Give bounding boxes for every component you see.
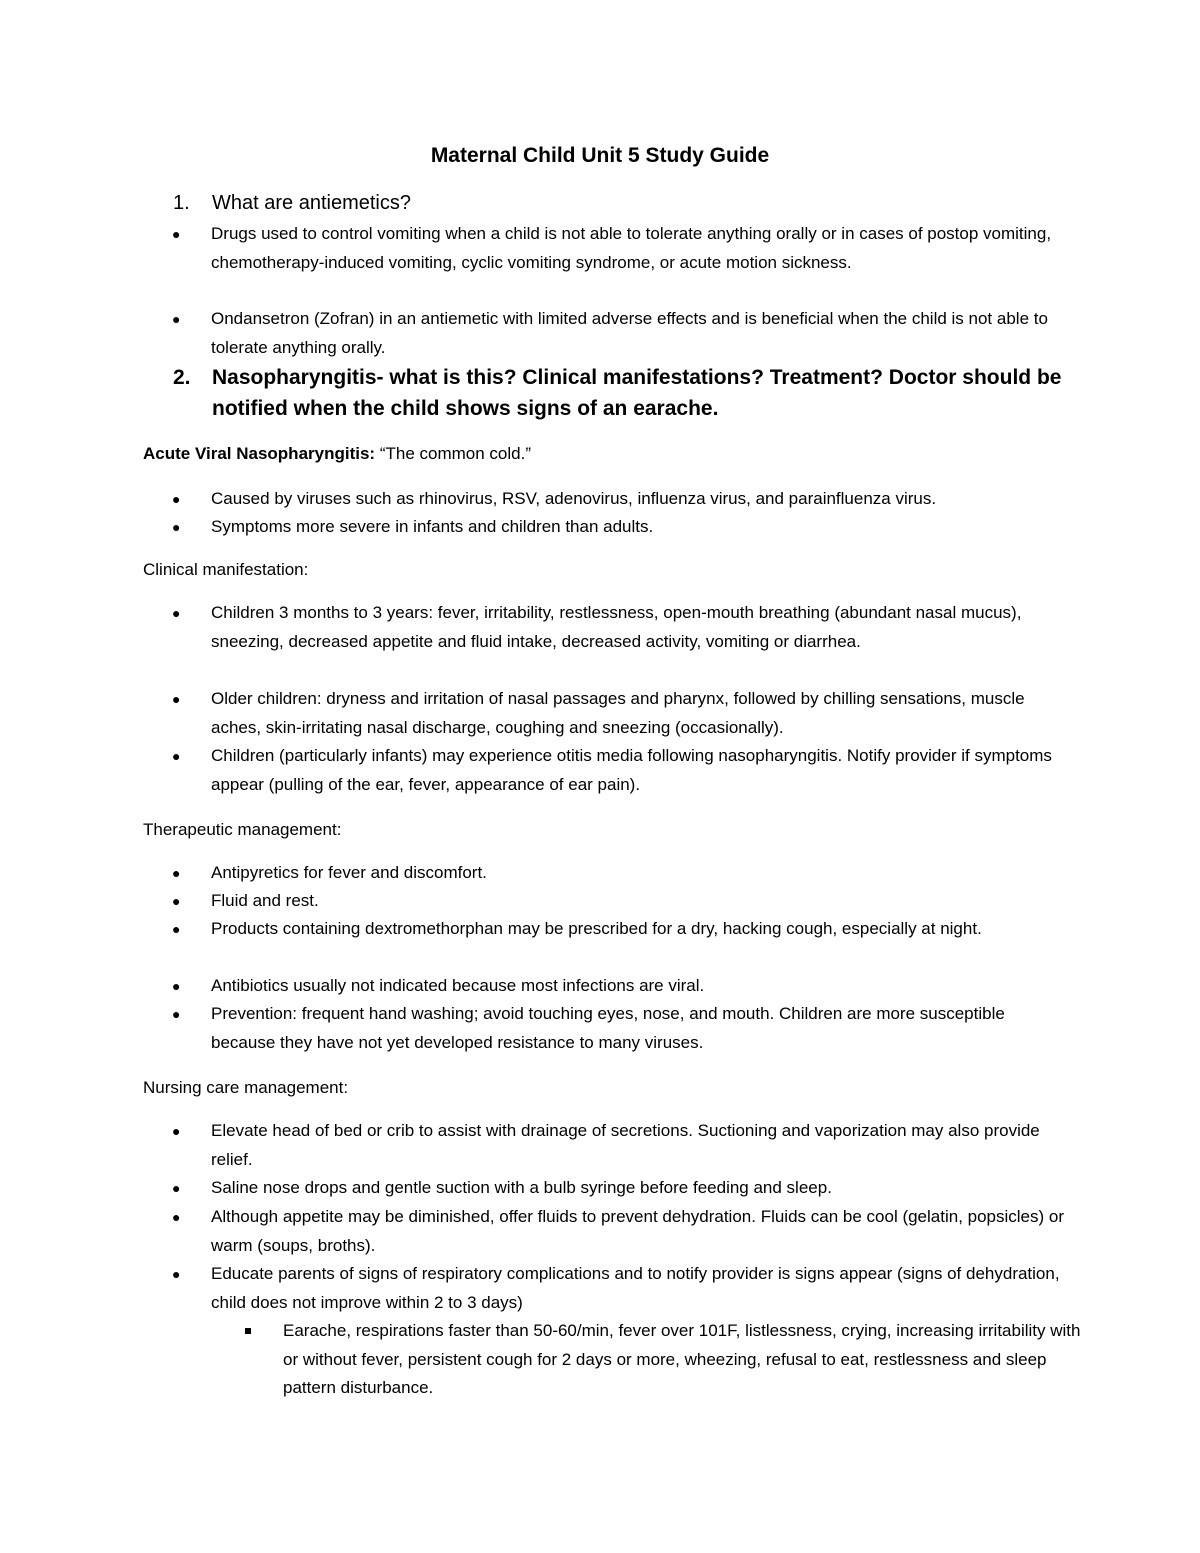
- question-1-text: What are antiemetics?: [212, 192, 411, 214]
- bullet-icon: ●: [172, 691, 181, 707]
- list-item-text: Elevate head of bed or crib to assist with drainage of secretions. Suctioning and vaporization may also provide relief.: [211, 1121, 1040, 1169]
- bullet-icon: ●: [172, 748, 181, 764]
- list-item-text: Prevention: frequent hand washing; avoid touching eyes, nose, and mouth. Children are more susceptible because they have not yet developed resistance to many viruses.: [211, 1004, 1005, 1052]
- document-title: Maternal Child Unit 5 Study Guide: [430, 144, 770, 167]
- list-item-text: Educate parents of signs of respiratory complications and to notify provider is signs appear (signs of dehydration, child does not improve within 2 to 3 days): [211, 1264, 1060, 1312]
- bullet-icon: ●: [172, 865, 181, 881]
- square-bullet-icon: [245, 1328, 251, 1334]
- definition-term: Acute Viral Nasopharyngitis: [143, 444, 370, 463]
- list-item-text: Symptoms more severe in infants and children than adults.: [211, 517, 654, 536]
- bullet-icon: ●: [172, 893, 181, 909]
- list-item-text: Caused by viruses such as rhinovirus, RSV, adenovirus, influenza virus, and parainfluenza virus.: [211, 489, 937, 508]
- definition-colon: :: [369, 444, 376, 463]
- question-2-number: 2.: [173, 366, 191, 389]
- list-item-text: Ondansetron (Zofran) in an antiemetic with limited adverse effects and is beneficial when the child is not able to tolerate anything orally.: [211, 309, 1048, 357]
- bullet-icon: ●: [172, 311, 181, 327]
- list-item-text: Drugs used to control vomiting when a child is not able to tolerate anything orally or in cases of postop vomiting, chemotherapy-induced vomiting, cyclic vomiting syndrome, or acute motion sickness.: [211, 224, 1052, 272]
- list-item-text: Although appetite may be diminished, offer fluids to prevent dehydration. Fluids can be cool (gelatin, popsicles) or warm (soups, broths).: [211, 1207, 1065, 1255]
- question-2-text: Nasopharyngitis- what is this? Clinical manifestations? Treatment? Doctor should be notified when the child shows signs of an earache.: [212, 366, 1062, 420]
- bullet-icon: ●: [172, 1180, 181, 1196]
- list-item-text: Saline nose drops and gentle suction with a bulb syringe before feeding and sleep.: [211, 1178, 832, 1197]
- list-item-text: Antipyretics for fever and discomfort.: [211, 863, 487, 882]
- list-item-text: Children (particularly infants) may experience otitis media following nasopharyngitis. Notify provider if symptoms appear (pulling of the ear, fever, appearance of ear pain).: [211, 746, 1052, 794]
- definition-line: [143, 440, 1073, 468]
- sub-list-item-text: Earache, respirations faster than 50-60/min, fever over 101F, listlessness, crying, increasing irritability with or without fever, persistent cough for 2 days or more, wheezing, refusal to eat, restlessness and sleep pattern disturbance.: [283, 1321, 1081, 1397]
- bullet-icon: ●: [172, 519, 181, 535]
- list-item-text: Children 3 months to 3 years: fever, irritability, restlessness, open-mouth breathing (abundant nasal mucus), sneezing, decreased appetite and fluid intake, decreased activity, vomiting or diarrhea.: [211, 603, 1022, 651]
- definition-text: “The common cold.”: [375, 444, 531, 463]
- section-heading-nursing: Nursing care management:: [143, 1078, 349, 1097]
- bullet-icon: ●: [172, 226, 181, 242]
- list-item-text: Antibiotics usually not indicated because most infections are viral.: [211, 976, 705, 995]
- bullet-icon: ●: [172, 1209, 181, 1225]
- bullet-icon: ●: [172, 978, 181, 994]
- section-heading-clinical: Clinical manifestation:: [143, 560, 309, 579]
- list-item-text: Fluid and rest.: [211, 891, 319, 910]
- list-item-text: Older children: dryness and irritation of nasal passages and pharynx, followed by chilling sensations, muscle aches, skin-irritating nasal discharge, coughing and sneezing (occasionally).: [211, 689, 1025, 737]
- bullet-icon: ●: [172, 605, 181, 621]
- bullet-icon: ●: [172, 921, 181, 937]
- section-heading-therapeutic: Therapeutic management:: [143, 820, 342, 839]
- bullet-icon: ●: [172, 1266, 181, 1282]
- bullet-icon: ●: [172, 1006, 181, 1022]
- list-item-text: Products containing dextromethorphan may be prescribed for a dry, hacking cough, especially at night.: [211, 919, 982, 938]
- bullet-icon: ●: [172, 491, 181, 507]
- question-1-number: 1.: [173, 192, 190, 214]
- bullet-icon: ●: [172, 1123, 181, 1139]
